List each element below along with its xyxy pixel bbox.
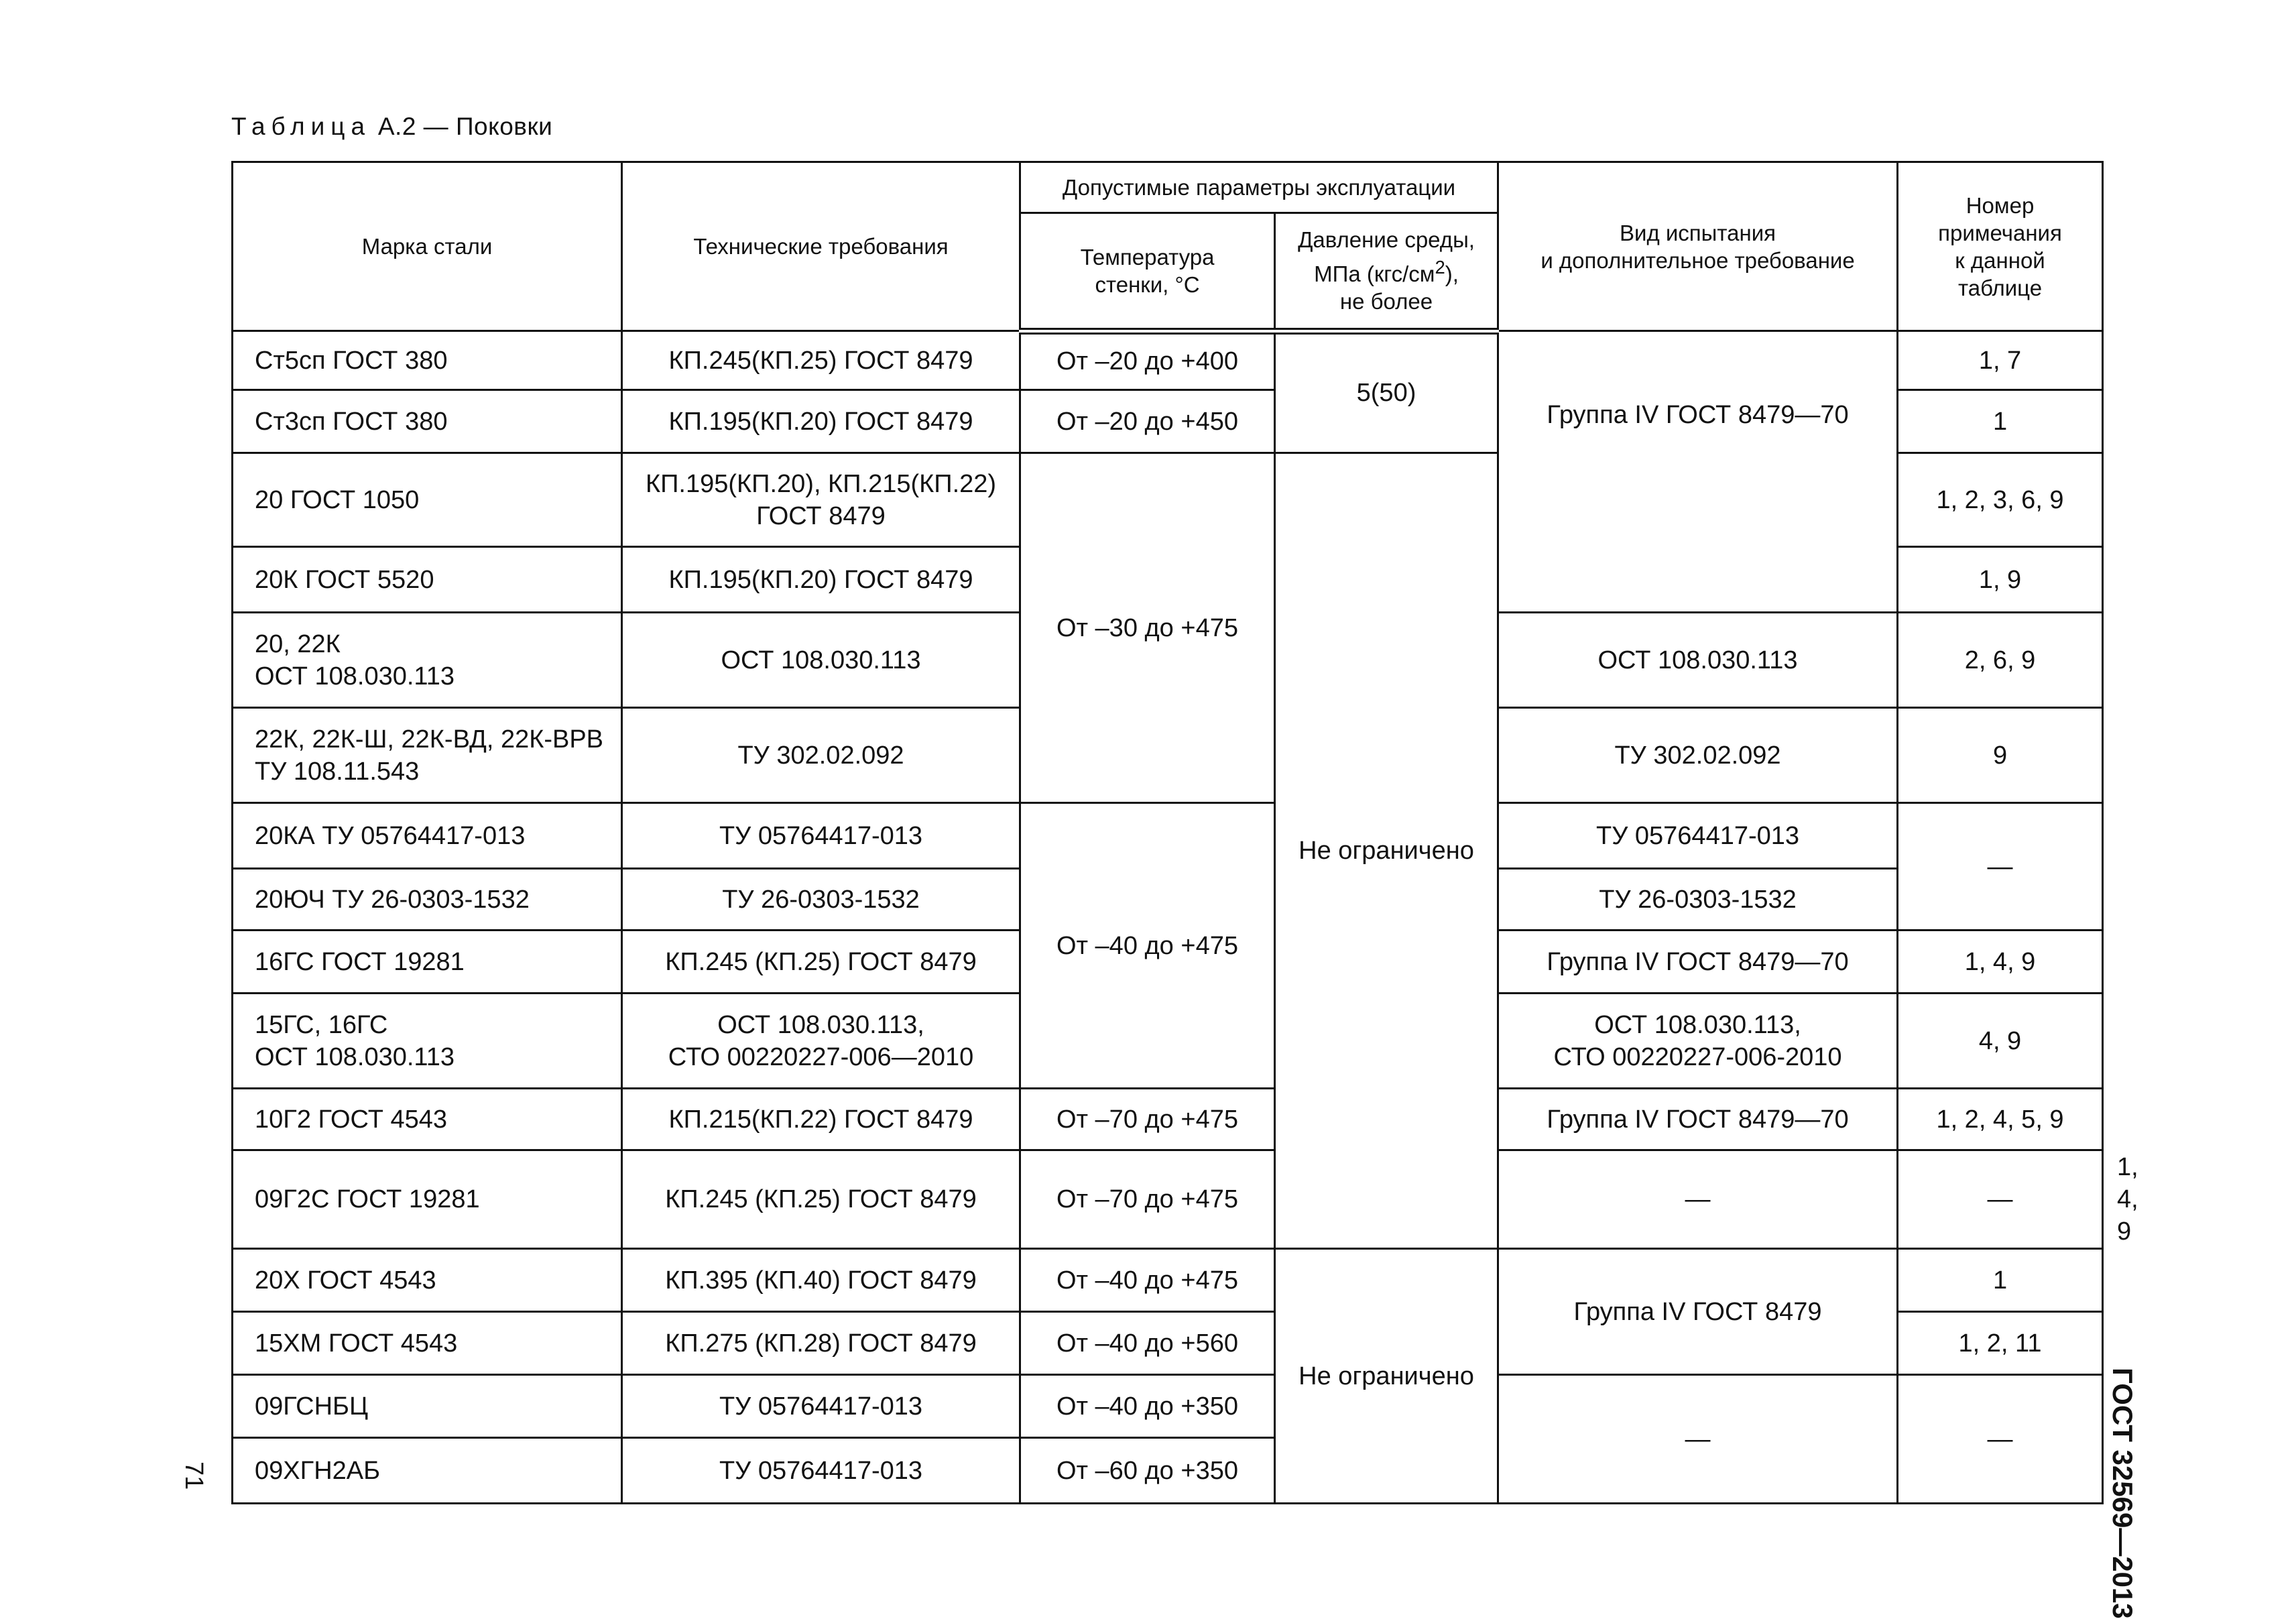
cell-steel: 20, 22К ОСТ 108.030.113: [233, 613, 622, 708]
page-number: 71: [180, 1461, 208, 1490]
cell-note: 1, 2, 3, 6, 9: [1898, 453, 2103, 547]
cell-steel: 09ХГН2АБ: [233, 1438, 622, 1504]
cell-steel: 15ХМ ГОСТ 4543: [233, 1312, 622, 1375]
cell-test: —: [1498, 1375, 1898, 1504]
cell-temp: От –20 до +450: [1020, 390, 1275, 453]
cell-tech: ОСТ 108.030.113, СТО 00220227-006—2010: [622, 994, 1020, 1089]
cell-pressure: —: [1498, 1150, 1898, 1249]
cell-steel: 20К ГОСТ 5520: [233, 547, 622, 613]
cell-tech: ТУ 05764417-013: [622, 1438, 1020, 1504]
cell-temp: От –20 до +400: [1020, 331, 1275, 390]
cell-temp: От –70 до +475: [1020, 1150, 1275, 1249]
cell-temp: От –40 до +475: [1020, 803, 1275, 1089]
cell-steel: 20КА ТУ 05764417-013: [233, 803, 622, 869]
cell-test: Группа IV ГОСТ 8479—70: [1498, 331, 1898, 613]
header-wall-temperature: Температура стенки, °C: [1020, 213, 1275, 331]
cell-tech: КП.245 (КП.25) ГОСТ 8479: [622, 1150, 1020, 1249]
cell-tech: КП.195(КП.20) ГОСТ 8479: [622, 390, 1020, 453]
cell-tech: КП.215(КП.22) ГОСТ 8479: [622, 1089, 1020, 1150]
cell-test: ТУ 05764417-013: [1498, 803, 1898, 869]
cell-test: ТУ 302.02.092: [1498, 708, 1898, 803]
cell-tech: ТУ 302.02.092: [622, 708, 1020, 803]
caption-word: Таблица: [231, 113, 371, 140]
cell-tech: ОСТ 108.030.113: [622, 613, 1020, 708]
table-row: [233, 1375, 2103, 1438]
cell-test: ОСТ 108.030.113: [1498, 613, 1898, 708]
cell-note: 1, 4, 9: [1898, 931, 2103, 994]
cell-test: ТУ 26-0303-1532: [1498, 869, 1898, 931]
header-test-type: Вид испытания и дополнительное требование: [1498, 162, 1898, 331]
cell-steel: 10Г2 ГОСТ 4543: [233, 1089, 622, 1150]
cell-steel: 16ГС ГОСТ 19281: [233, 931, 622, 994]
cell-steel: 20Х ГОСТ 4543: [233, 1249, 622, 1312]
table-row: [233, 1249, 2103, 1312]
caption-title: А.2 — Поковки: [371, 113, 553, 140]
table-caption: [231, 113, 552, 141]
cell-note: 1, 2, 4, 5, 9: [1898, 1089, 2103, 1150]
cell-tech: КП.195(КП.20), КП.215(КП.22) ГОСТ 8479: [622, 453, 1020, 547]
header-operating-params: Допустимые параметры эксплуатации: [1020, 162, 1498, 213]
standard-title: ГОСТ 32569—2013: [2107, 1368, 2138, 1619]
cell-pressure: Не ограничено: [1275, 453, 1498, 1249]
cell-tech: ТУ 05764417-013: [622, 803, 1020, 869]
table-row: 09Г2С ГОСТ 19281 КП.245 (КП.25) ГОСТ 8479 От –70 до +475 — — 1, 4, 9: [233, 1150, 2103, 1249]
cell-note: 1, 7: [1898, 331, 2103, 390]
cell-steel: 09Г2С ГОСТ 19281: [233, 1150, 622, 1249]
cell-test: —: [1898, 1150, 2103, 1249]
header-pressure: Давление среды, МПа $(кгс/см^2)$, не более: [1275, 213, 1498, 331]
cell-steel: 20 ГОСТ 1050: [233, 453, 622, 547]
header-row-1: [233, 162, 2103, 213]
cell-note: 1, 2, 11: [1898, 1312, 2103, 1375]
header-steel-grade: Марка стали: [233, 162, 622, 331]
cell-temp: От –40 до +475: [1020, 1249, 1275, 1312]
cell-tech: КП.395 (КП.40) ГОСТ 8479: [622, 1249, 1020, 1312]
cell-note: 1, 9: [1898, 547, 2103, 613]
cell-steel: 20ЮЧ ТУ 26-0303-1532: [233, 869, 622, 931]
cell-temp: От –40 до +350: [1020, 1375, 1275, 1438]
cell-steel: 22К, 22К-Ш, 22К-ВД, 22К-ВРВ ТУ 108.11.543: [233, 708, 622, 803]
cell-steel: Ст5сп ГОСТ 380: [233, 331, 622, 390]
cell-temp: От –60 до +350: [1020, 1438, 1275, 1504]
cell-temp: От –70 до +475: [1020, 1089, 1275, 1150]
cell-note: —: [1898, 1375, 2103, 1504]
table-row: [233, 803, 2103, 869]
cell-tech: ТУ 05764417-013: [622, 1375, 1020, 1438]
cell-steel: 09ГСНБЦ: [233, 1375, 622, 1438]
header-note-number: Номер примечания к данной таблице: [1898, 162, 2103, 331]
cell-test: Группа IV ГОСТ 8479—70: [1498, 1089, 1898, 1150]
cell-tech: КП.275 (КП.28) ГОСТ 8479: [622, 1312, 1020, 1375]
cell-note: 9: [1898, 708, 2103, 803]
cell-steel: Ст3сп ГОСТ 380: [233, 390, 622, 453]
cell-temp: От –40 до +560: [1020, 1312, 1275, 1375]
cell-note: —: [1898, 803, 2103, 931]
header-tech-requirements: Технические требования: [622, 162, 1020, 331]
cell-pressure: 5(50): [1275, 331, 1498, 453]
table-row: [233, 1089, 2103, 1150]
cell-note: 2, 6, 9: [1898, 613, 2103, 708]
cell-test: Группа IV ГОСТ 8479: [1498, 1249, 1898, 1375]
cell-tech: КП.245(КП.25) ГОСТ 8479: [622, 331, 1020, 390]
table-row: [233, 331, 2103, 390]
cell-tech: КП.195(КП.20) ГОСТ 8479: [622, 547, 1020, 613]
cell-temp: От –30 до +475: [1020, 453, 1275, 803]
cell-note: 4, 9: [1898, 994, 2103, 1089]
cell-pressure: Не ограничено: [1275, 1249, 1498, 1504]
cell-steel: 15ГС, 16ГС ОСТ 108.030.113: [233, 994, 622, 1089]
cell-note: 1: [1898, 1249, 2103, 1312]
cell-note: 1: [1898, 390, 2103, 453]
cell-test: ОСТ 108.030.113, СТО 00220227-006-2010: [1498, 994, 1898, 1089]
cell-test: Группа IV ГОСТ 8479—70: [1498, 931, 1898, 994]
cell-tech: КП.245 (КП.25) ГОСТ 8479: [622, 931, 1020, 994]
cell-tech: ТУ 26-0303-1532: [622, 869, 1020, 931]
